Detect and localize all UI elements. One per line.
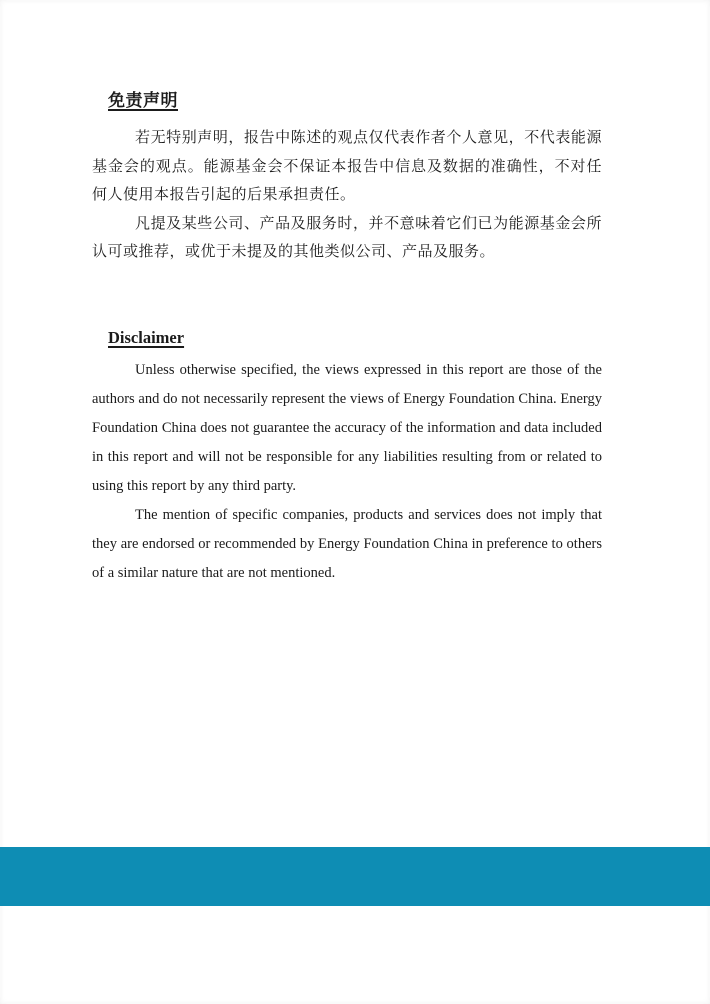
english-disclaimer-paragraph-1: Unless otherwise specified, the views expressed in this report are those of the authors and do not necessarily represent the views of Energy Foundation China. Energy Foundation China does not guarantee the accuracy of the information and data included in this report and will not be responsible for any liabilities resulting from or related to using this report by any third party. [92,361,602,494]
chinese-disclaimer-heading-text: 免责声明 [108,91,178,110]
english-disclaimer-heading [108,325,602,350]
chinese-disclaimer-heading [108,88,602,113]
english-disclaimer-paragraph-2: The mention of specific companies, products and services does not imply that they are endorsed or recommended by Energy Foundation China in preference to others of a similar nature that are not mentioned. [92,506,602,581]
chinese-disclaimer-paragraph-2: 凡提及某些公司、产品及服务时，并不意味着它们已为能源基金会所认可或推荐，或优于未提及的其他类似公司、产品及服务。 [92,215,602,260]
footer-accent-band [0,847,710,906]
chinese-disclaimer-paragraph-1: 若无特别声明，报告中陈述的观点仅代表作者个人意见，不代表能源基金会的观点。能源基金会不保证本报告中信息及数据的准确性，不对任何人使用本报告引起的后果承担责任。 [92,130,602,203]
english-disclaimer-heading-text: Disclaimer [108,327,185,347]
